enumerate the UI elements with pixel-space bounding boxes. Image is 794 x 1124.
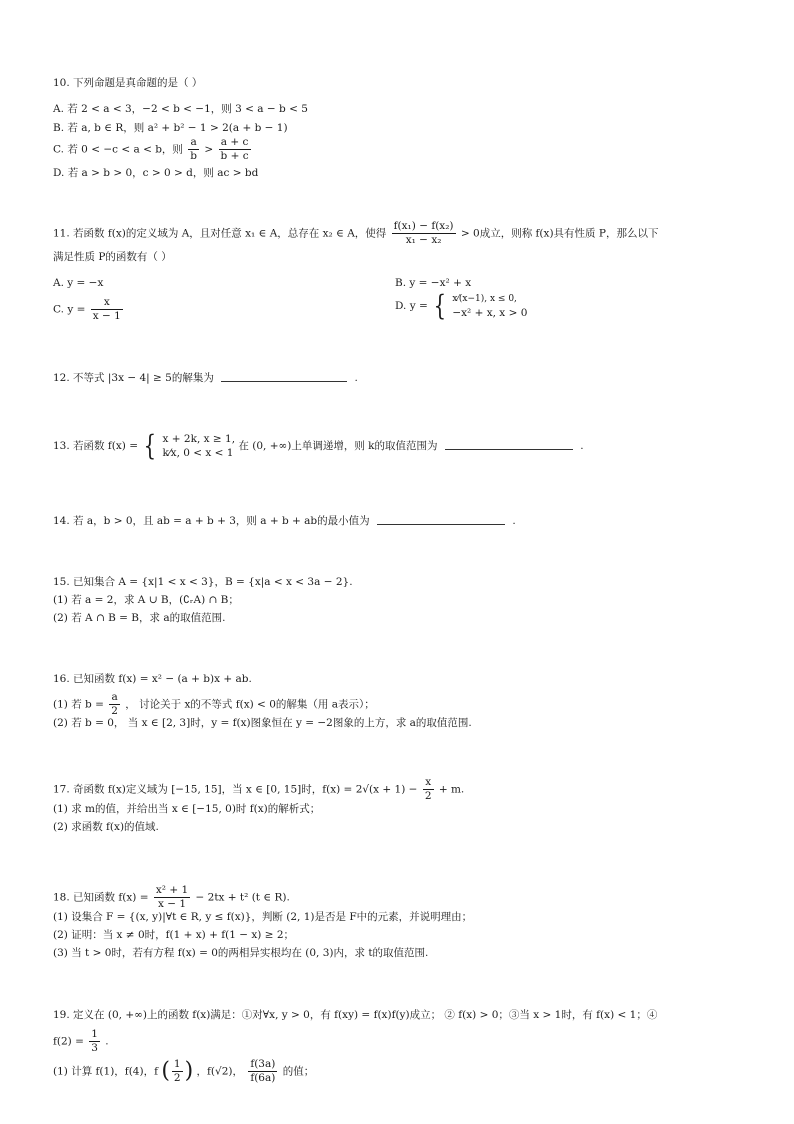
q14-answer-blank[interactable]	[377, 513, 505, 525]
q18-frac: $\frac{\text{x² + 1}}{x - 1}$	[155, 884, 189, 910]
q13-cases: x + 2k, x ≥ 1, k⁄x, 0 < x < 1	[162, 433, 236, 459]
q11-option-c: C. y = $\frac{x}{x - 1}$	[53, 296, 121, 322]
q11-option-b: B. y = −x² + x	[395, 277, 472, 289]
q10-option-d: D. 若 a > b > 0，c > 0 > d，则 ac > bd	[53, 167, 259, 179]
q12-answer-blank[interactable]	[221, 370, 347, 382]
q18-stem: 18. 已知函数 f(x) = $\frac{\text{x² + 1}}{x - 1}$ − 2tx + t² (t ∈ R).	[53, 884, 290, 910]
q10-stem: 10. 下列命题是真命题的是（ ）	[53, 77, 203, 89]
q17-part1: (1) 求 m的值，并给出当 x ∈ [−15, 0)时 f(x)的解析式；	[53, 803, 321, 815]
q10-option-c-text: C. 若 0 < −c < a < b，则	[53, 143, 183, 156]
q18-part3: (3) 当 t > 0时，若有方程 f(x) = 0的两相异实根均在 (0, 3)内，求 t的取值范围.	[53, 947, 429, 959]
q16-frac: $\frac{a}{2}$	[111, 691, 118, 717]
q11-stem-line2: 满足性质 P的函数有（ ）	[53, 251, 172, 263]
q10-option-c: C. 若 0 < −c < a < b，则 $\frac{a}{b}$ > $\frac{a + c}{b + c}$	[53, 136, 249, 162]
q10-option-b: B. 若 a, b ∈ R，则 a² + b² − 1 > 2(a + b − 1)	[53, 122, 288, 134]
q15-part2: (2) 若 A ∩ B = B，求 a的取值范围.	[53, 612, 226, 624]
q10-c-frac1: $\frac{a}{b}$	[190, 136, 198, 162]
q10-c-frac2: $\frac{a + c}{b + c}$	[220, 136, 249, 162]
q17-part2: (2) 求函数 f(x)的值域.	[53, 821, 159, 833]
q16-part1: (1) 若 b = $\frac{a}{2}$ ， 讨论关于 x的不等式 f(x) < 0的解集（用 a表示）；	[53, 691, 375, 717]
q16-stem: 16. 已知函数 f(x) = x² − (a + b)x + ab.	[53, 673, 252, 685]
q11-frac: $\frac{\text{f(x₁) − f(x₂)}}{\text{x₁ − x₂}}$	[393, 220, 454, 246]
q18-part1: (1) 设集合 F = {(x, y)|∀t ∈ R, y ≤ f(x)}，判断 (2, 1)是否是 F中的元素，并说明理由；	[53, 911, 473, 923]
q19-part1: (1) 计算 f(1)，f(4)，f ( $\frac{1}{2}$ ) ，f(√2)， $\frac{f(3a)}{f(6a)}$ 的值；	[53, 1058, 315, 1084]
q11-d-brace: {	[433, 289, 447, 322]
q19-p1-frac1: $\frac{1}{2}$	[173, 1058, 181, 1084]
q15-stem: 15. 已知集合 A = {x|1 < x < 3}，B = {x|a < x < 3a − 2}.	[53, 576, 353, 588]
q11-option-d: D. y = { x⁄(x−1), x ≤ 0, −x² + x, x > 0	[395, 289, 528, 322]
q10-option-a: A. 若 2 < a < 3，−2 < b < −1，则 3 < a − b < 5	[53, 103, 308, 115]
q13-brace: {	[144, 429, 157, 462]
q17-frac: $\frac{x}{2}$	[424, 776, 432, 802]
q19-stem-line2: f(2) = $\frac{1}{3}$ .	[53, 1028, 109, 1054]
q19-stem: 19. 定义在 (0, +∞)上的函数 f(x)满足：①对∀x, y > 0，有 f(xy) = f(x)f(y)成立； ② f(x) > 0；③当 x > 1时，有 f(x) < 1；④	[53, 1009, 658, 1021]
q14-stem: 14. 若 a，b > 0，且 ab = a + b + 3，则 a + b + ab的最小值为 .	[53, 515, 516, 527]
q19-p1-frac2: $\frac{f(3a)}{f(6a)}$	[250, 1058, 276, 1084]
q11-option-a: A. y = −x	[53, 277, 104, 289]
q11-c-frac: $\frac{x}{x - 1}$	[92, 296, 121, 322]
q11-d-cases: x⁄(x−1), x ≤ 0, −x² + x, x > 0	[452, 294, 528, 319]
q11-stem: 11. 若函数 f(x)的定义域为 A，且对任意 x₁ ∈ A，总存在 x₂ ∈ A，使得 $\frac{\text{f(x₁) − f(x₂)}}{\text{x₁ − x₂}}$ > 0成立，则称 f(x)具有性质 P，那么以下	[53, 220, 659, 246]
q12-stem: 12. 不等式 |3x − 4| ≥ 5的解集为 .	[53, 372, 358, 384]
q18-part2: (2) 证明：当 x ≠ 0时，f(1 + x) + f(1 − x) ≥ 2；	[53, 929, 295, 941]
q13-answer-blank[interactable]	[445, 438, 573, 450]
q16-part2: (2) 若 b = 0， 当 x ∈ [2, 3]时，y = f(x)图象恒在 y = −2图象的上方，求 a的取值范围.	[53, 717, 472, 729]
q13-stem: 13. 若函数 f(x) = { x + 2k, x ≥ 1, k⁄x, 0 < x < 1 在 (0, +∞)上单调递增，则 k的取值范围为 .	[53, 429, 584, 462]
q19-frac: $\frac{1}{3}$	[91, 1028, 98, 1054]
q15-part1: (1) 若 a = 2，求 A ∪ B，(∁ᵣA) ∩ B；	[53, 594, 239, 606]
q17-stem: 17. 奇函数 f(x)定义域为 [−15, 15]，当 x ∈ [0, 15]时，f(x) = 2√(x + 1) − $\frac{x}{2}$ + m.	[53, 776, 465, 802]
